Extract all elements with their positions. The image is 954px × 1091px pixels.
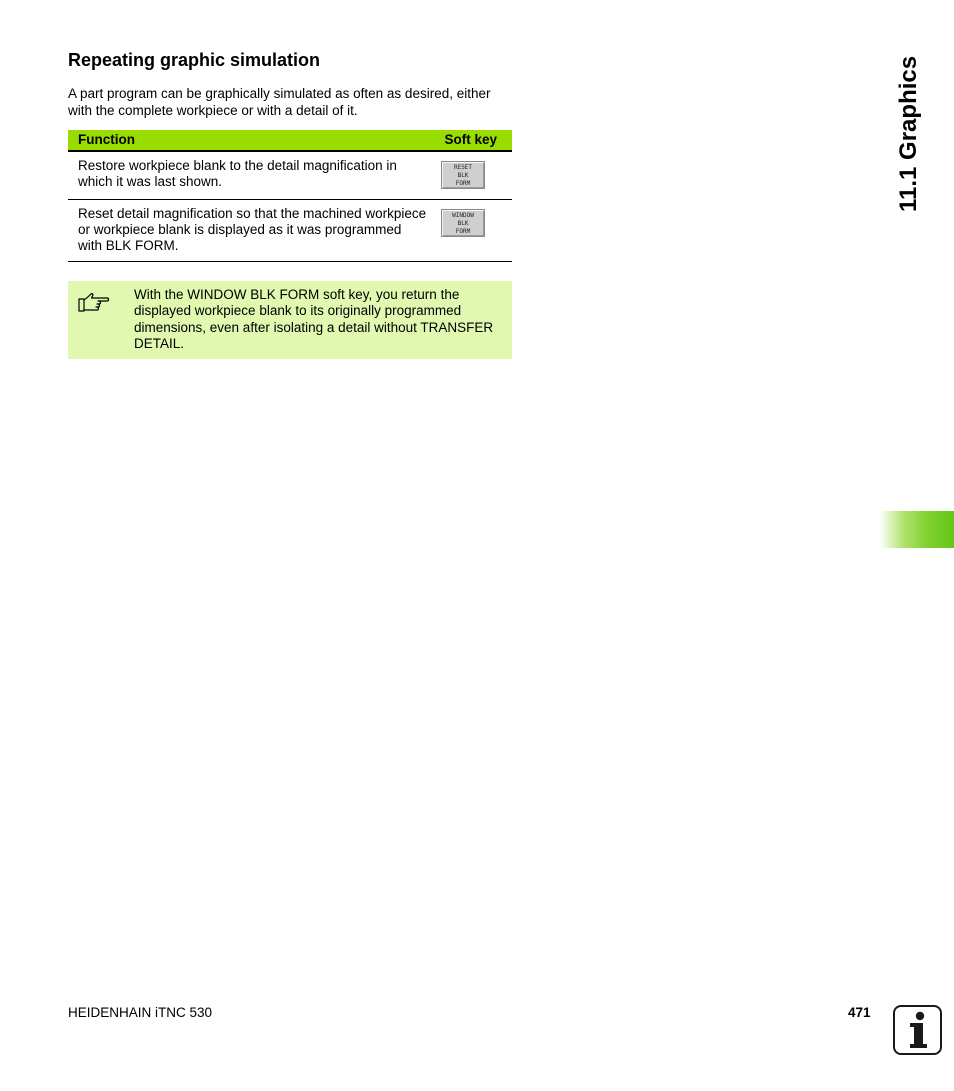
reset-blk-form-softkey [441,161,485,189]
row-description: Reset detail magnification so that the machined workpiece or workpiece blank is displayed as it was programmed with BLK FORM. [78,206,427,253]
header-softkey: Soft key [444,132,497,147]
softkey-line: FORM [455,180,471,187]
softkey-line: RESET [453,164,473,171]
chapter-title: 11.1 Graphics [895,55,922,212]
table-row [68,152,512,200]
chapter-tab [880,511,954,548]
softkey-line: WINDOW [452,212,474,219]
info-icon [893,1005,942,1055]
intro-paragraph: A part program can be graphically simulated as often as desired, either with the complete workpiece or with a detail of it. [68,86,491,118]
note-text: With the WINDOW BLK FORM soft key, you return the displayed workpiece blank to its originally programmed dimensions, even after isolating a detail without TRANSFER DETAIL. [134,287,494,351]
row-description: Restore workpiece blank to the detail magnification in which it was last shown. [78,158,397,189]
table-row [68,200,512,262]
softkey-line: BLK [457,172,469,179]
footer-product: HEIDENHAIN iTNC 530 [68,1005,213,1020]
softkey-line: BLK [457,220,469,227]
table-header [68,130,512,152]
page-number: 471 [848,1005,871,1020]
window-blk-form-softkey [441,209,485,237]
note-box [68,281,512,359]
pointing-hand-icon [78,291,110,315]
header-function: Function [78,132,135,147]
function-table [68,130,512,262]
softkey-line: FORM [455,228,471,235]
section-heading: Repeating graphic simulation [68,50,321,70]
